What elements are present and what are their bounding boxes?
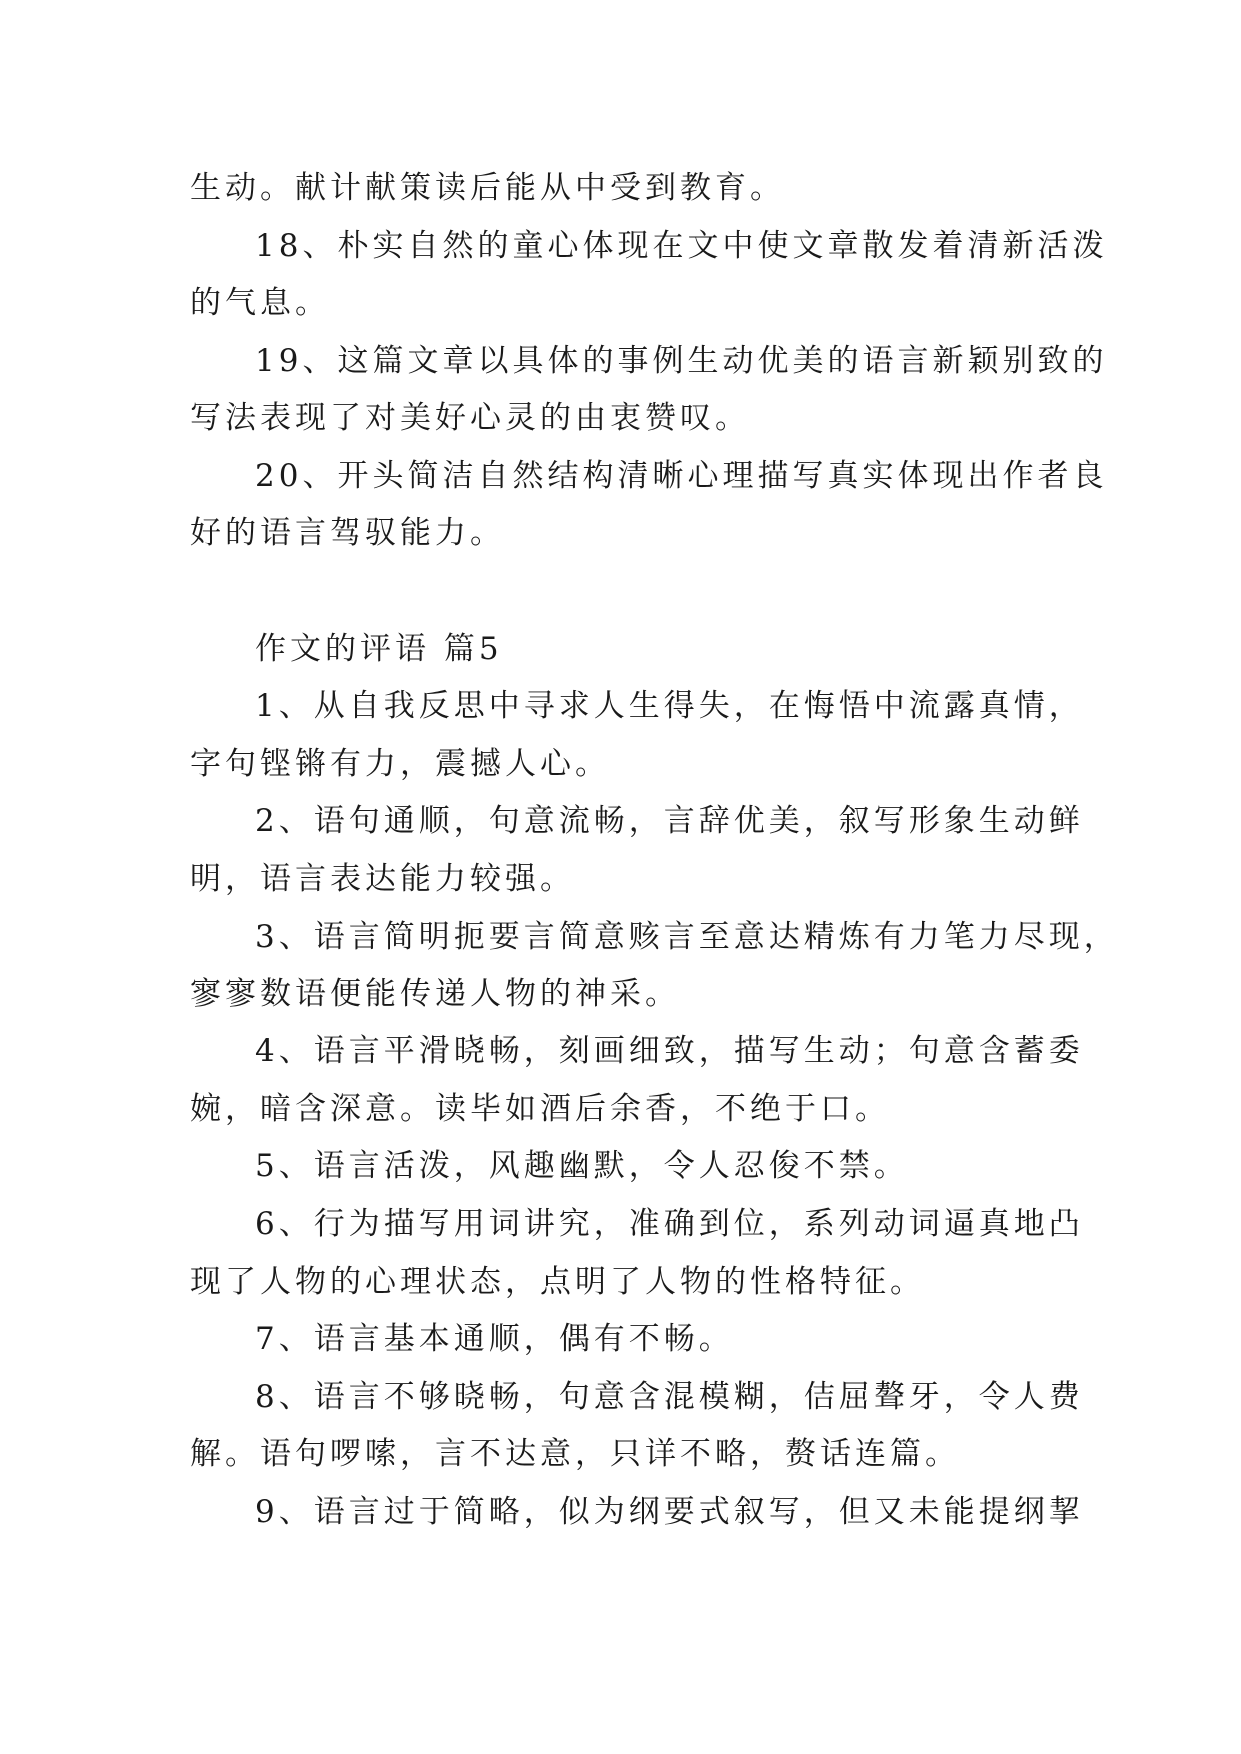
text-line: 现了人物的心理状态，点明了人物的性格特征。 bbox=[190, 1264, 925, 1300]
text-line: 20、开头简洁自然结构清晰心理描写真实体现出作者良 bbox=[255, 458, 1108, 494]
text-line: 字句铿锵有力，震撼人心。 bbox=[190, 746, 610, 782]
text-line: 6、行为描写用词讲究，准确到位，系列动词逼真地凸 bbox=[255, 1206, 1084, 1242]
text-line: 8、语言不够晓畅，句意含混模糊，佶屈聱牙，令人费 bbox=[255, 1379, 1084, 1415]
text-line: 3、语言简明扼要言简意赅言至意达精炼有力笔力尽现， bbox=[255, 919, 1119, 955]
text-line: 1、从自我反思中寻求人生得失，在悔悟中流露真情， bbox=[255, 688, 1084, 724]
text-line: 寥寥数语便能传递人物的神采。 bbox=[190, 976, 680, 1012]
text-line: 的气息。 bbox=[190, 285, 330, 321]
text-line: 2、语句通顺，句意流畅，言辞优美，叙写形象生动鲜 bbox=[255, 803, 1084, 839]
text-line: 5、语言活泼，风趣幽默，令人忍俊不禁。 bbox=[255, 1148, 909, 1184]
text-line: 19、这篇文章以具体的事例生动优美的语言新颖别致的 bbox=[255, 343, 1108, 379]
text-line: 写法表现了对美好心灵的由衷赞叹。 bbox=[190, 400, 750, 436]
text-line: 好的语言驾驭能力。 bbox=[190, 515, 505, 551]
text-line: 明，语言表达能力较强。 bbox=[190, 861, 575, 897]
text-line: 18、朴实自然的童心体现在文中使文章散发着清新活泼 bbox=[255, 228, 1108, 264]
text-line: 9、语言过于简略，似为纲要式叙写，但又未能提纲挈 bbox=[255, 1494, 1084, 1530]
text-line: 解。语句啰嗦，言不达意，只详不略，赘话连篇。 bbox=[190, 1436, 960, 1472]
text-line: 生动。献计献策读后能从中受到教育。 bbox=[190, 170, 785, 206]
text-line: 4、语言平滑晓畅，刻画细致，描写生动；句意含蓄委 bbox=[255, 1033, 1084, 1069]
text-line: 7、语言基本通顺，偶有不畅。 bbox=[255, 1321, 734, 1357]
section-heading: 作文的评语 篇5 bbox=[255, 631, 503, 667]
text-line: 婉，暗含深意。读毕如酒后余香，不绝于口。 bbox=[190, 1091, 890, 1127]
